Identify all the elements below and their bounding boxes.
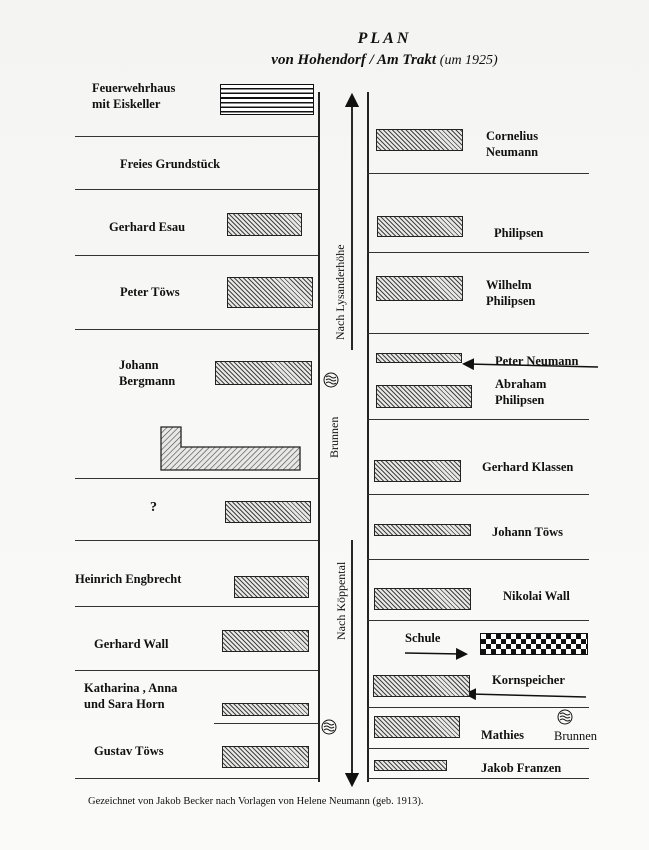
house-abraham-philipsen	[376, 385, 472, 408]
house-jakob-franzen	[374, 760, 447, 771]
house-johann-toews	[374, 524, 471, 536]
house-wilhelm-philipsen	[376, 276, 463, 301]
subtitle-text: von Hohendorf / Am Trakt	[271, 52, 437, 68]
label-abraham-philipsen: Abraham Philipsen	[495, 377, 547, 407]
label-fire-station: Feuerwehrhaus mit Eiskeller	[92, 81, 176, 111]
road-label-south: Nach Köppental	[334, 561, 348, 640]
label-gerhard-wall: Gerhard Wall	[94, 637, 169, 651]
house-nikolai-wall	[374, 588, 471, 610]
label-granary: Kornspeicher	[492, 673, 565, 687]
label-johann-toews: Johann Töws	[492, 525, 563, 539]
label-peter-toews: Peter Töws	[120, 285, 180, 299]
label-johann-bergmann: Johann Bergmann	[119, 358, 176, 388]
label-peter-neumann: Peter Neumann	[495, 354, 579, 368]
label-gustav-toews: Gustav Töws	[94, 744, 164, 758]
well-label-road: Brunnen	[327, 416, 341, 458]
label-nikolai-wall: Nikolai Wall	[503, 589, 570, 603]
label-cornelius-neumann: Cornelius Neumann	[486, 129, 539, 159]
label-gerhard-esau: Gerhard Esau	[109, 220, 186, 234]
label-philipsen: Philipsen	[494, 226, 544, 240]
house-unknown	[225, 501, 311, 523]
label-gerhard-klassen: Gerhard Klassen	[482, 460, 574, 474]
label-free-plot: Freies Grundstück	[120, 157, 221, 171]
house-gustav-toews	[222, 746, 309, 768]
house-heinrich-engbrecht	[234, 576, 309, 598]
house-cornelius-neumann	[376, 129, 463, 151]
school-building	[480, 633, 588, 655]
map-title: PLAN	[357, 30, 412, 47]
house-horn	[222, 703, 309, 716]
granary-building	[373, 675, 470, 697]
well-label-right: Brunnen	[554, 729, 598, 743]
label-horn: Katharina , Anna und Sara Horn	[84, 681, 178, 711]
house-philipsen	[377, 216, 463, 237]
subtitle-year: (um 1925)	[439, 53, 498, 68]
house-peter-neumann	[376, 353, 462, 363]
house-mathies	[374, 716, 460, 738]
house-gerhard-klassen	[374, 460, 461, 482]
label-school: Schule	[405, 631, 441, 645]
road-label-north: Nach Lysanderhöhe	[333, 244, 347, 340]
label-mathies: Mathies	[481, 728, 525, 742]
label-jakob-franzen: Jakob Franzen	[481, 761, 562, 775]
label-heinrich-engbrecht: Heinrich Engbrecht	[75, 572, 182, 586]
label-unknown: ?	[150, 500, 157, 515]
label-wilhelm-philipsen: Wilhelm Philipsen	[486, 278, 536, 308]
map-footer-credit: Gezeichnet von Jakob Becker nach Vorlagen von Helene Neumann (geb. 1913).	[88, 796, 424, 807]
house-gerhard-wall	[222, 630, 309, 652]
